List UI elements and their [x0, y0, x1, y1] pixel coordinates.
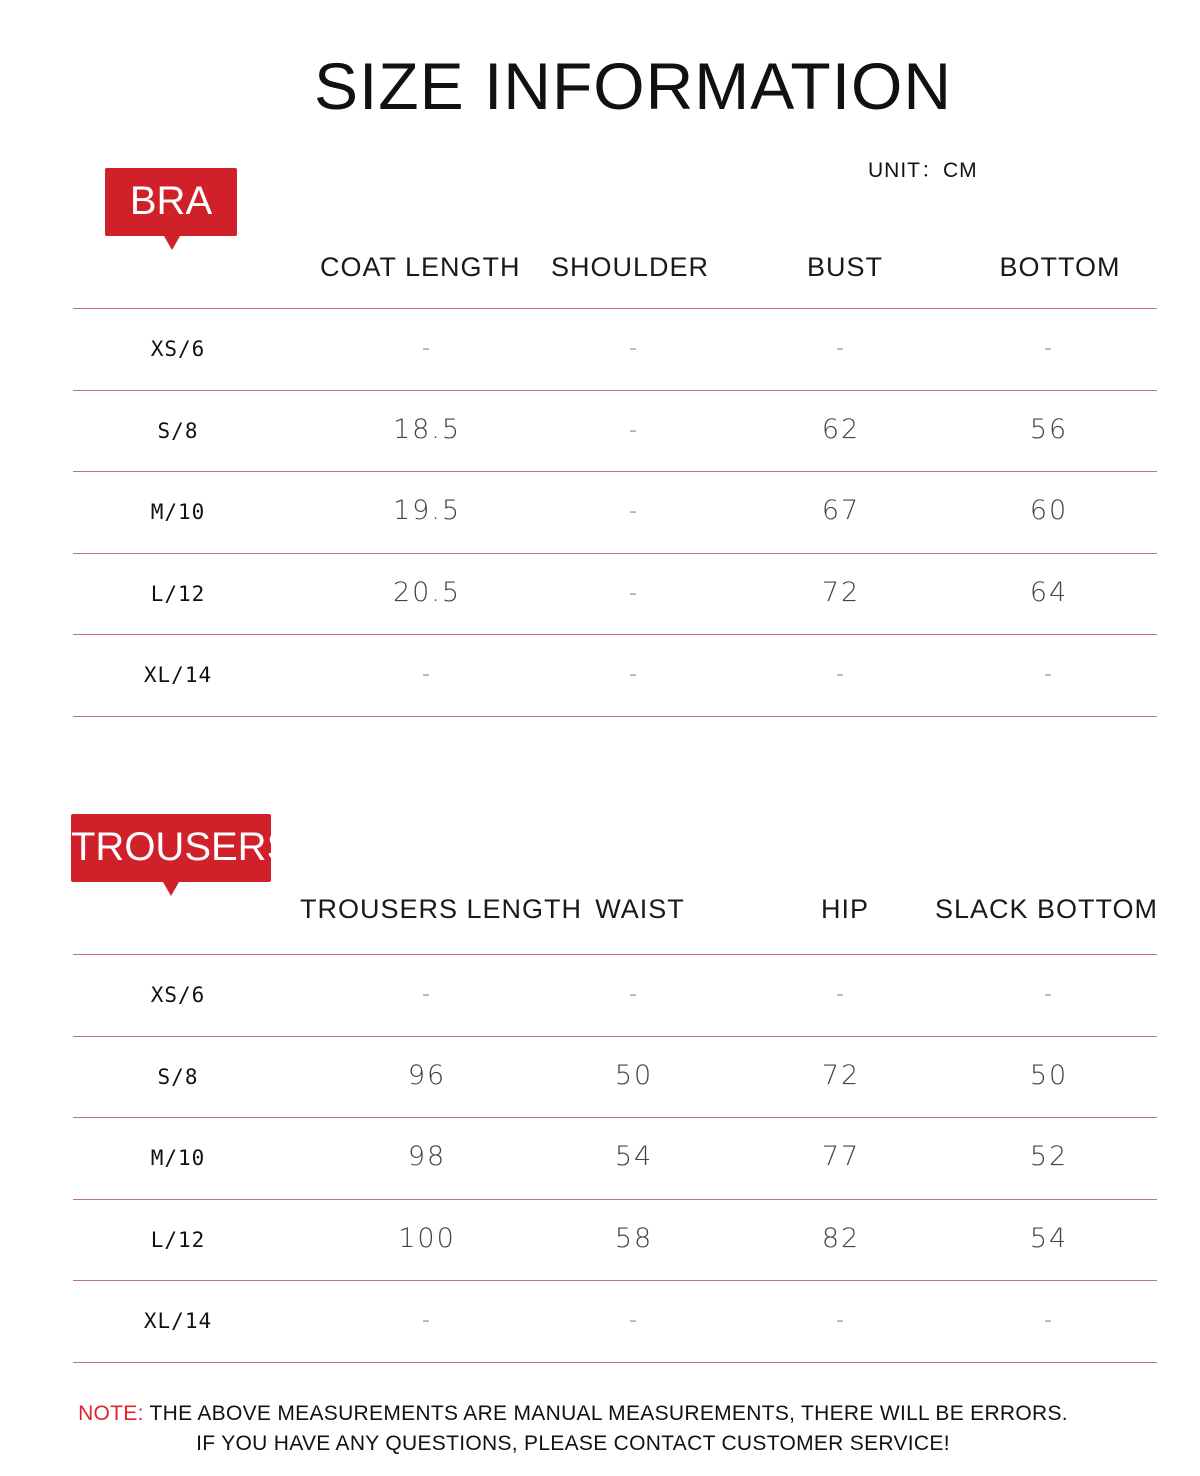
trousers-row-divider [73, 1362, 1157, 1363]
measurement-cell: 100 [398, 1222, 456, 1254]
measurement-cell: - [629, 662, 639, 688]
size-label: M/10 [150, 1146, 206, 1171]
measurement-cell: - [629, 982, 639, 1007]
measurement-cell: 72 [821, 1059, 861, 1091]
measurement-cell: 62 [821, 413, 861, 445]
measurement-cell: - [1044, 1308, 1054, 1334]
page-title: SIZE INFORMATION [313, 49, 953, 123]
bra-row-divider [73, 634, 1157, 635]
size-label: XS/6 [150, 983, 206, 1007]
measurement-cell: 72 [821, 576, 861, 608]
size-label: L/12 [150, 1227, 206, 1252]
trousers-row-divider [73, 1117, 1157, 1118]
measurement-cell: - [836, 336, 846, 361]
trousers-header-hip: HIP [820, 894, 869, 924]
bra-row-divider [73, 471, 1157, 472]
measurement-cell: - [836, 1308, 846, 1334]
measurement-cell: 98 [407, 1141, 447, 1173]
size-label: S/8 [157, 1064, 199, 1089]
size-label: S/8 [157, 418, 199, 443]
measurement-cell: - [836, 662, 846, 688]
bra-row-divider [73, 308, 1157, 309]
size-label: M/10 [150, 500, 206, 525]
trousers-row-divider [73, 1280, 1157, 1281]
note-text-1: THE ABOVE MEASUREMENTS ARE MANUAL MEASUREMENTS, THERE WILL BE ERRORS. [143, 1402, 1068, 1425]
measurement-cell: 56 [1029, 413, 1069, 445]
measurement-cell: - [629, 1308, 639, 1334]
size-label: XS/6 [150, 337, 206, 361]
note-label: NOTE: [78, 1402, 144, 1425]
measurement-cell: 64 [1029, 576, 1069, 608]
measurement-cell: 20.5 [392, 576, 462, 608]
bra-row-divider [73, 553, 1157, 554]
measurement-cell: - [629, 499, 639, 525]
measurement-cell: - [422, 336, 432, 361]
measurement-cell: - [1044, 982, 1054, 1007]
measurement-cell: 60 [1029, 495, 1069, 527]
trousers-header-waist: WAIST [595, 894, 685, 924]
trousers-row-divider [73, 1036, 1157, 1037]
measurement-cell: - [629, 580, 639, 606]
bra-header-shoulder: SHOULDER [550, 252, 710, 282]
measurement-cell: - [629, 336, 639, 361]
trousers-section-tag: TROUSERS [71, 814, 271, 882]
note-line-1 [0, 1402, 1146, 1426]
measurement-cell: 58 [614, 1222, 654, 1254]
bra-header-bottom: BOTTOM [999, 252, 1121, 282]
measurement-cell: 54 [614, 1141, 654, 1173]
bra-row-divider [73, 716, 1157, 717]
bra-row-divider [73, 390, 1157, 391]
size-label: L/12 [150, 581, 206, 606]
measurement-cell: 96 [407, 1059, 447, 1091]
measurement-cell: 54 [1029, 1222, 1069, 1254]
bra-header-coat-length: COAT LENGTH [320, 252, 521, 282]
measurement-cell: 50 [614, 1059, 654, 1091]
measurement-cell: 82 [821, 1222, 861, 1254]
bra-header-bust: BUST [806, 252, 883, 282]
size-label: XL/14 [143, 1309, 213, 1334]
measurement-cell: - [1044, 336, 1054, 361]
measurement-cell: - [1044, 662, 1054, 688]
measurement-cell: 19.5 [392, 495, 462, 527]
measurement-cell: - [629, 417, 639, 443]
note-line-2: IF YOU HAVE ANY QUESTIONS, PLEASE CONTACT CUSTOMER SERVICE! [196, 1432, 950, 1455]
measurement-cell: 52 [1029, 1141, 1069, 1173]
trousers-row-divider [73, 954, 1157, 955]
measurement-cell: - [422, 1308, 432, 1334]
measurement-cell: 50 [1029, 1059, 1069, 1091]
trousers-header-length: TROUSERS LENGTH [300, 894, 583, 924]
trousers-header-slack-bottom: SLACK BOTTOM [935, 894, 1159, 924]
measurement-cell: - [836, 982, 846, 1007]
measurement-cell: 18.5 [392, 413, 462, 445]
measurement-cell: 67 [821, 495, 861, 527]
size-label: XL/14 [143, 663, 213, 688]
trousers-row-divider [73, 1199, 1157, 1200]
bra-section-tag: BRA [105, 168, 237, 236]
unit-label: UNIT：CM [868, 159, 978, 182]
measurement-cell: - [422, 982, 432, 1007]
measurement-cell: 77 [821, 1141, 861, 1173]
measurement-cell: - [422, 662, 432, 688]
